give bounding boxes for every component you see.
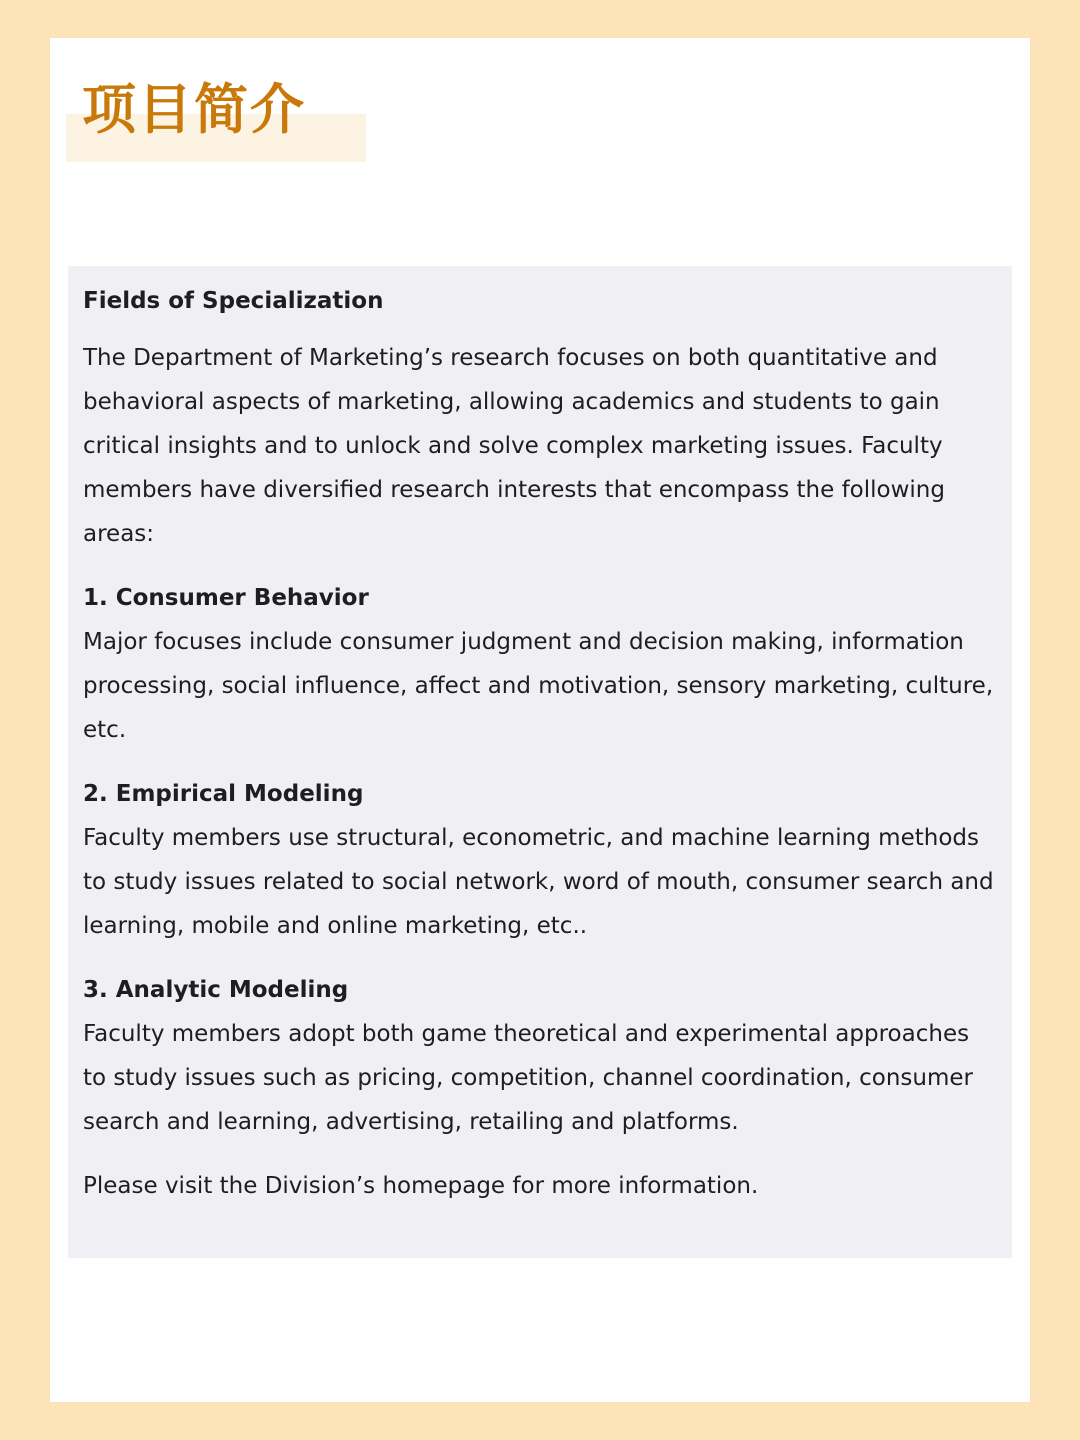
footer-note: Please visit the Division’s homepage for more information. — [83, 1173, 759, 1199]
section-heading: Fields of Specialization — [83, 288, 384, 314]
content-panel — [68, 266, 1012, 1258]
specialization-body: Faculty members adopt both game theoretical and experimental approaches to study issues such as pricing, competition, channel coordination, consumer search and learning, advertising, retailing and platforms. — [83, 1021, 973, 1135]
specialization-empirical-modeling — [83, 772, 998, 948]
specialization-body: Faculty members use structural, econometric, and machine learning methods to study issues related to social network, word of mouth, consumer search and learning, mobile and online marketing, etc.. — [83, 825, 994, 939]
specialization-title: 1. Consumer Behavior — [83, 585, 369, 611]
specialization-analytic-modeling — [83, 968, 998, 1144]
specialization-body: Major focuses include consumer judgment and decision making, information processing, social influence, affect and motivation, sensory marketing, culture, etc. — [83, 629, 994, 743]
specialization-title: 2. Empirical Modeling — [83, 781, 364, 807]
page-title: 项目简介 — [82, 78, 306, 141]
page-card — [50, 38, 1030, 1402]
specialization-consumer-behavior — [83, 576, 998, 752]
specialization-title: 3. Analytic Modeling — [83, 977, 349, 1003]
intro-paragraph: The Department of Marketing’s research focuses on both quantitative and behavioral aspects of marketing, allowing academics and students to gain critical insights and to unlock and solve complex marketing issues. Faculty members have diversified research interests that encompass the following areas: — [83, 345, 945, 547]
title-block — [66, 78, 366, 162]
